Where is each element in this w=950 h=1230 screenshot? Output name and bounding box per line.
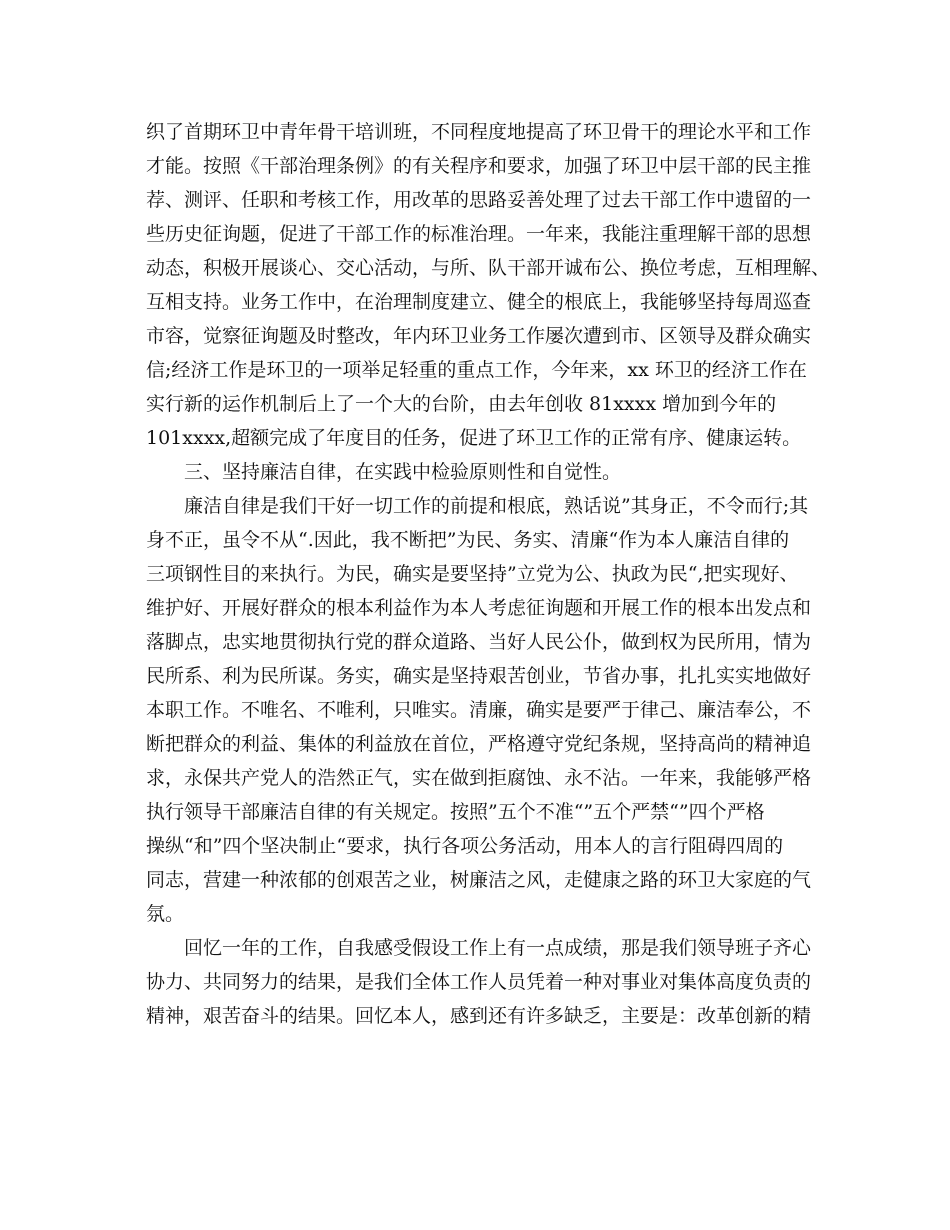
text-line: 实行新的运作机制后上了一个大的台阶，由去年创收 81xxxx 增加到今年的 <box>146 393 777 415</box>
text-line: 维护好、开展好群众的根本利益作为本人考虑征询题和开展工作的根本出发点和 <box>146 597 812 619</box>
text-line: 落脚点，忠实地贯彻执行党的群众道路、当好人民公仆，做到权为民所用，情为 <box>146 631 812 653</box>
paragraph <box>146 489 812 931</box>
paragraph <box>146 455 804 489</box>
text-line: 三、坚持廉洁自律，在实践中检验原则性和自觉性。 <box>184 461 622 483</box>
text-line: 协力、共同努力的结果，是我们全体工作人员凭着一种对事业对集体高度负责的 <box>146 971 812 993</box>
text-line: 同志，营建一种浓郁的创艰苦之业，树廉洁之风，走健康之路的环卫大家庭的气 <box>146 869 812 891</box>
text-line: 求，永保共产党人的浩然正气，实在做到拒腐蚀、永不沾。一年来，我能够严格 <box>146 767 812 789</box>
document-body <box>146 115 831 1033</box>
text-line: 三项钢性目的来执行。为民，确实是要坚持”立党为公、执政为民“,把实现好、 <box>146 563 799 585</box>
text-line: 断把群众的利益、集体的利益放在首位，严格遵守党纪条规，坚持高尚的精神追 <box>146 733 812 755</box>
text-line: 执行领导干部廉洁自律的有关规定。按照”五个不准“”五个严禁“”四个严格 <box>146 801 765 823</box>
text-line: 信;经济工作是环卫的一项举足轻重的重点工作，今年来，xx 环卫的经济工作在 <box>146 359 807 381</box>
text-line: 本职工作。不唯名、不唯利，只唯实。清廉，确实是要严于律己、廉洁奉公，不 <box>146 699 812 721</box>
text-line: 才能。按照《干部治理条例》的有关程序和要求，加强了环卫中层干部的民主推 <box>146 155 812 177</box>
text-line: 身不正，虽令不从“.因此，我不断把”为民、务实、清廉“作为本人廉洁自律的 <box>146 529 790 551</box>
text-line: 回忆一年的工作，自我感受假设工作上有一点成绩，那是我们领导班子齐心 <box>184 937 812 959</box>
text-line: 互相支持。业务工作中，在治理制度建立、健全的根底上，我能够坚持每周巡查 <box>146 291 812 313</box>
text-line: 动态，积极开展谈心、交心活动，与所、队干部开诚布公、换位考虑，互相理解、 <box>146 257 831 279</box>
text-line: 廉洁自律是我们干好一切工作的前提和根底，熟话说”其身正，不令而行;其 <box>184 495 809 517</box>
text-line: 操纵“和”四个坚决制止“要求，执行各项公务活动，用本人的言行阻碍四周的 <box>146 835 784 857</box>
text-line: 荐、测评、任职和考核工作，用改革的思路妥善处理了过去干部工作中遗留的一 <box>146 189 812 211</box>
text-line: 101xxxx,超额完成了年度目的任务，促进了环卫工作的正常有序、健康运转。 <box>146 427 802 449</box>
paragraph <box>146 931 812 1033</box>
text-line: 民所系、利为民所谋。务实，确实是坚持艰苦创业，节省办事，扎扎实实地做好 <box>146 665 812 687</box>
text-line: 精神，艰苦奋斗的结果。回忆本人，感到还有许多缺乏，主要是：改革创新的精 <box>146 1005 812 1027</box>
paragraph <box>146 115 831 455</box>
text-line: 市容，觉察征询题及时整改，年内环卫业务工作屡次遭到市、区领导及群众确实 <box>146 325 812 347</box>
text-line: 织了首期环卫中青年骨干培训班，不同程度地提高了环卫骨干的理论水平和工作 <box>146 121 812 143</box>
text-line: 氛。 <box>146 903 185 925</box>
text-line: 些历史征询题，促进了干部工作的标准治理。一年来，我能注重理解干部的思想 <box>146 223 812 245</box>
